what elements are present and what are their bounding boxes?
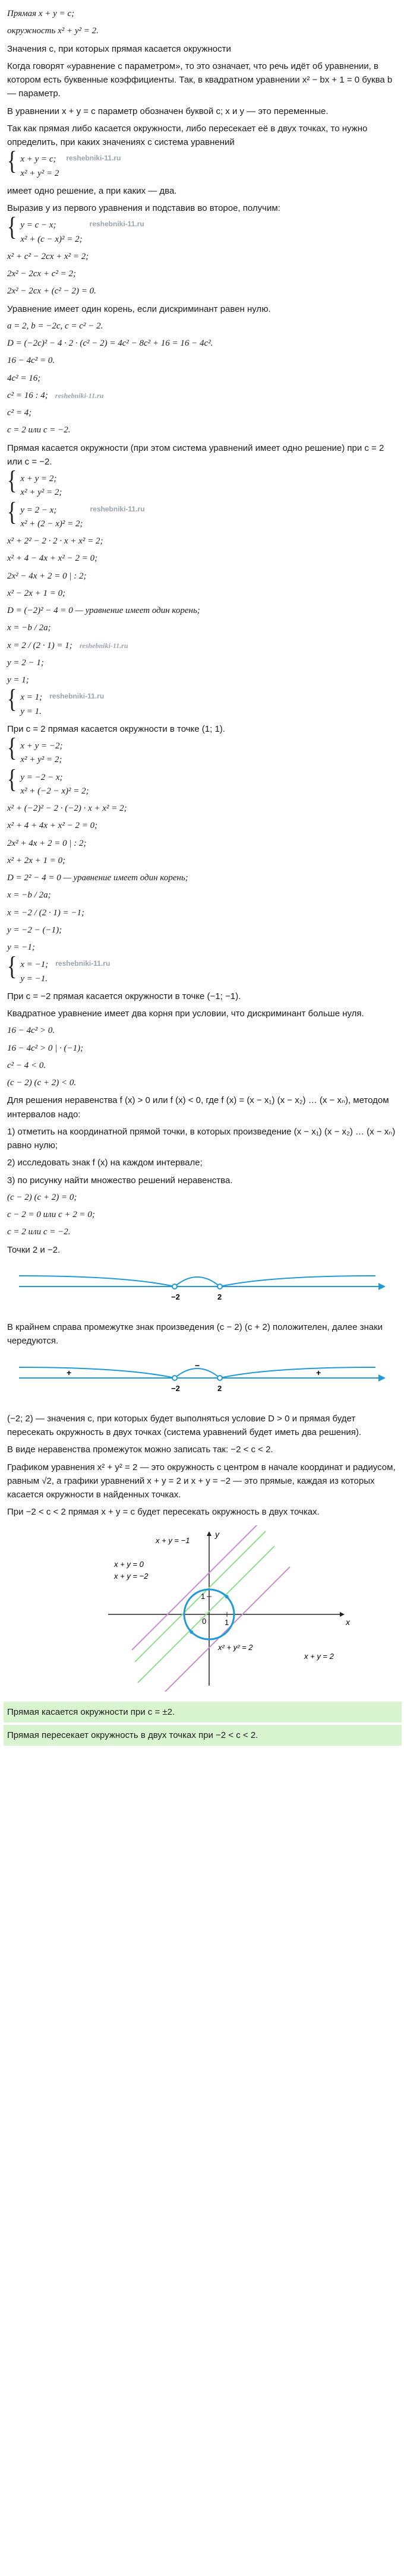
circle-label: x² + y² = 2 xyxy=(218,1642,253,1652)
line-label: x + y = −1 xyxy=(156,1535,190,1545)
y-tick-label: 1 xyxy=(201,1591,206,1601)
origin-label: 0 xyxy=(202,1616,207,1626)
line-text: c² = 4; xyxy=(7,408,32,418)
equation-system xyxy=(7,213,398,246)
arrow-icon xyxy=(207,1531,212,1536)
sign-arc xyxy=(19,1276,175,1287)
line-text: Графиком уравнения x² + y² = 2 — это окружность с центром в начале координат и радиусом, равным √2, а графики уравнений x + y = 2 и x + y = −2 — это прямые, каждая из которых касается окружности в найденных точках. xyxy=(7,1462,396,1500)
line-text: При c = 2 прямая касается окружности в точке (1; 1). xyxy=(7,723,225,734)
brace: { xyxy=(7,147,17,176)
line-text: В уравнении x + y = c параметр обозначен буквой c; x и y — это переменные. xyxy=(7,106,329,116)
coordinate-graph-figure xyxy=(7,1525,398,1696)
open-point xyxy=(172,1376,177,1380)
watermark: reshebniki-11.ru xyxy=(49,692,105,701)
line-text: x² + c² − 2cx + x² = 2; xyxy=(7,251,89,261)
line-text: x² − 2x + 1 = 0; xyxy=(7,588,66,598)
line-label: x + y = −2 xyxy=(114,1571,149,1581)
equation-system xyxy=(7,147,398,181)
line-text: x = −b / 2a; xyxy=(7,890,51,900)
line-text: 4c² = 16; xyxy=(7,373,41,383)
line-text: В виде неравенства промежуток можно записать так: −2 < c < 2. xyxy=(7,1445,273,1455)
line-text: y = 2 − 1; xyxy=(7,658,44,668)
equation-system xyxy=(7,734,398,767)
watermark: reshebniki-11.ru xyxy=(79,641,128,650)
brace: { xyxy=(7,952,17,981)
method-steps xyxy=(7,1125,398,1187)
arrow-icon xyxy=(378,1283,386,1290)
line-text: c² − 4 < 0. xyxy=(7,1060,46,1070)
list-item-text: отметить на координатной прямой точки, в которых произведение (x − x₁) (x − x₂) … (x − xₙ) равно нулю; xyxy=(7,1126,396,1150)
brace: { xyxy=(7,685,17,714)
line-text: c = 2 или c = −2. xyxy=(7,425,71,435)
arrow-icon xyxy=(340,1612,345,1617)
open-point xyxy=(217,1376,222,1380)
line-label: x + y = 0 xyxy=(114,1559,144,1569)
line-text: 2x² + 4x + 2 = 0 | : 2; xyxy=(7,838,87,848)
equation-system xyxy=(7,497,398,532)
line-text: 2x² − 2cx + (c² − 2) = 0. xyxy=(7,286,96,296)
y-axis-label: y xyxy=(215,1529,219,1539)
system-row: y = 1. xyxy=(20,706,42,716)
brace: { xyxy=(7,466,17,495)
line-text: 2x² − 2cx + c² = 2; xyxy=(7,269,76,279)
line-text: Точки 2 и −2. xyxy=(7,1244,61,1255)
system-row: x + y = −2; xyxy=(20,741,63,751)
system-row: x + y = c; xyxy=(20,154,56,165)
system-row: y = c − x; xyxy=(20,220,56,230)
line-text: c − 2 = 0 или c + 2 = 0; xyxy=(7,1210,95,1219)
answer-line: Прямая касается окружности при c = ±2. xyxy=(4,1702,402,1722)
brace: { xyxy=(7,764,17,794)
watermark: reshebniki-11.ru xyxy=(89,220,144,229)
line-text: (c − 2) (c + 2) < 0. xyxy=(7,1078,77,1088)
number-line-signs xyxy=(7,1354,387,1402)
system-row: y = −1. xyxy=(20,973,48,984)
line-text: D = 2² − 4 = 0 — уравнение имеет один корень; xyxy=(7,873,188,883)
number-line-figure xyxy=(7,1263,398,1314)
line-text: (c − 2) (c + 2) = 0; xyxy=(7,1192,77,1202)
arrow-icon xyxy=(378,1374,386,1382)
point-label: −2 xyxy=(171,1383,180,1393)
line-text: D = (−2c)² − 4 · 2 · (c² − 2) = 4c² − 8c² + 16 = 16 − 4c². xyxy=(7,339,213,348)
line-text: Когда говорят «уравнение с параметром», то это означает, что речь идёт об уравнении, в котором есть буквенные коэффициенты. Так, в квадратном уравнении x² − bx + 1 = 0 буква b — параметр. xyxy=(7,61,393,99)
sign-arc xyxy=(175,1277,220,1287)
system-row: x² + y² = 2; xyxy=(20,488,62,498)
equation-system xyxy=(7,764,398,799)
line-text: a = 2, b = −2c, c = c² − 2. xyxy=(7,321,103,331)
section-heading: Значения c, при которых прямая касается окружности xyxy=(7,43,231,54)
equation-system xyxy=(7,466,398,500)
line-text: x = 2 / (2 · 1) = 1; xyxy=(7,640,72,650)
list-item: 3) по рисунку найти множество решений неравенства. xyxy=(7,1175,233,1186)
line-text: В крайнем справа промежутке знак произведения (c − 2) (c + 2) положителен, далее знаки чередуются. xyxy=(7,1322,383,1347)
system-row: x = −1; xyxy=(20,960,49,970)
point-label: 2 xyxy=(217,1292,222,1301)
line-text: (−2; 2) — значения c, при которых будет выполняться условие D > 0 и прямая будет пересекать окружность в двух точках (система уравнений будет иметь два решения). xyxy=(7,1413,362,1437)
line-text: x² + 2x + 1 = 0; xyxy=(7,855,66,865)
line-text: x = −b / 2a; xyxy=(7,623,51,633)
number-line-figure xyxy=(7,1354,398,1406)
line-text: При c = −2 прямая касается окружности в точке (−1; −1). xyxy=(7,991,241,1001)
line-text xyxy=(7,639,398,653)
line-text: y = −1; xyxy=(7,943,35,952)
system-row: x = 1; xyxy=(20,693,43,703)
watermark: reshebniki-11.ru xyxy=(66,154,121,163)
line-text: Прямая касается окружности (при этом система уравнений имеет одно решение) при c = 2 или c = −2. xyxy=(7,442,384,467)
tangent-point xyxy=(225,1595,229,1598)
line-text: D = (−2)² − 4 = 0 — уравнение имеет один корень; xyxy=(7,606,200,615)
open-point xyxy=(217,1284,222,1289)
point-label: −2 xyxy=(171,1292,180,1301)
line-text: Квадратное уравнение имеет два корня при условии, что дискриминант больше нуля. xyxy=(7,1009,364,1019)
line-text: x² + (−2)² − 2 · (−2) · x + x² = 2; xyxy=(7,804,127,813)
brace: { xyxy=(7,734,17,763)
system-row: x + y = 2; xyxy=(20,474,57,483)
sign-arc xyxy=(220,1276,375,1287)
system-row: x² + (c − x)² = 2; xyxy=(20,234,83,244)
coordinate-graph xyxy=(7,1525,387,1692)
line-text: x² + 4 + 4x + x² − 2 = 0; xyxy=(7,821,98,831)
line-text: y = 1; xyxy=(7,675,29,685)
line-text: 2x² − 4x + 2 = 0 | : 2; xyxy=(7,571,87,581)
line-text: имеет одно решение, а при каких — два. xyxy=(7,185,177,196)
line-text: Прямая x + y = c; xyxy=(7,9,75,18)
line-text: x² + 2² − 2 · 2 · x + x² = 2; xyxy=(7,536,103,546)
brace: { xyxy=(7,497,17,527)
sign-arc xyxy=(220,1367,375,1378)
system-row: y = 2 − x; xyxy=(20,505,57,515)
equation-system xyxy=(7,685,398,719)
tangent-point xyxy=(190,1630,193,1633)
line-text: При −2 < c < 2 прямая x + y = c будет пересекать окружность в двух точках. xyxy=(7,1507,320,1518)
sign-label: + xyxy=(316,1367,321,1377)
x-tick-label: 1 xyxy=(225,1617,229,1627)
list-item: 2) исследовать знак f (x) на каждом интервале; xyxy=(7,1158,203,1168)
watermark: reshebniki-11.ru xyxy=(90,504,145,513)
sign-label: + xyxy=(67,1367,72,1377)
open-point xyxy=(172,1284,177,1289)
watermark: reshebniki-11.ru xyxy=(55,391,104,400)
line-text: Выразив y из первого уравнения и подставив во второе, получим: xyxy=(7,203,280,213)
line-text: 16 − 4c² > 0. xyxy=(7,1026,55,1036)
line-x-plus-y-minus-2 xyxy=(132,1525,263,1650)
answer-line: Прямая пересекает окружность в двух точках при −2 < c < 2. xyxy=(4,1725,402,1746)
line-text: x² + 4 − 4x + x² − 2 = 0; xyxy=(7,554,98,564)
line-x-plus-y-2 xyxy=(147,1567,290,1692)
list-item: 1) отметить на координатной прямой точки, в которых произведение (x − x₁) (x − x₂) … (x − xₙ) равно нулю; xyxy=(7,1126,396,1150)
line-text: Для решения неравенства f (x) > 0 или f (x) < 0, где f (x) = (x − x₁) (x − x₂) … (x − xₙ), методом интервалов надо: xyxy=(7,1095,389,1120)
line-text: c = 2 или c = −2. xyxy=(7,1227,71,1237)
line-text: 16 − 4c² = 0. xyxy=(7,356,55,366)
sign-arc xyxy=(19,1367,175,1378)
line-text: Уравнение имеет один корень, если дискриминант равен нулю. xyxy=(7,304,271,314)
line-label: x + y = 2 xyxy=(304,1651,334,1661)
system-row: x² + (−2 − x)² = 2; xyxy=(20,786,89,796)
equation-system xyxy=(7,952,398,986)
system-row: x² + (2 − x)² = 2; xyxy=(20,519,83,529)
point-label: 2 xyxy=(217,1383,222,1393)
brace: { xyxy=(7,213,17,242)
system-row: x² + y² = 2 xyxy=(20,168,59,178)
watermark: reshebniki-11.ru xyxy=(55,959,111,968)
sign-label: − xyxy=(195,1360,200,1370)
x-axis-label: x xyxy=(346,1617,350,1627)
number-line xyxy=(7,1263,387,1310)
line-text xyxy=(7,389,398,403)
line-x-plus-y-minus-1 xyxy=(135,1531,266,1662)
line-text: окружность x² + y² = 2. xyxy=(7,26,99,36)
line-text: c² = 16 : 4; xyxy=(7,390,48,400)
line-text: 16 − 4c² > 0 | · (−1); xyxy=(7,1043,84,1053)
line-text: x = −2 / (2 · 1) = −1; xyxy=(7,908,85,918)
system-row: y = −2 − x; xyxy=(20,772,63,782)
list-item-text: исследовать знак f (x) на каждом интервале; xyxy=(17,1158,203,1168)
system-row: x² + y² = 2; xyxy=(20,755,62,765)
list-item-text: по рисунку найти множество решений неравенства. xyxy=(17,1175,233,1186)
line-text: y = −2 − (−1); xyxy=(7,925,62,935)
line-text: Так как прямая либо касается окружности, либо пересекает её в двух точках, то нужно определить, при каких значениях c система уравнений xyxy=(7,123,368,147)
